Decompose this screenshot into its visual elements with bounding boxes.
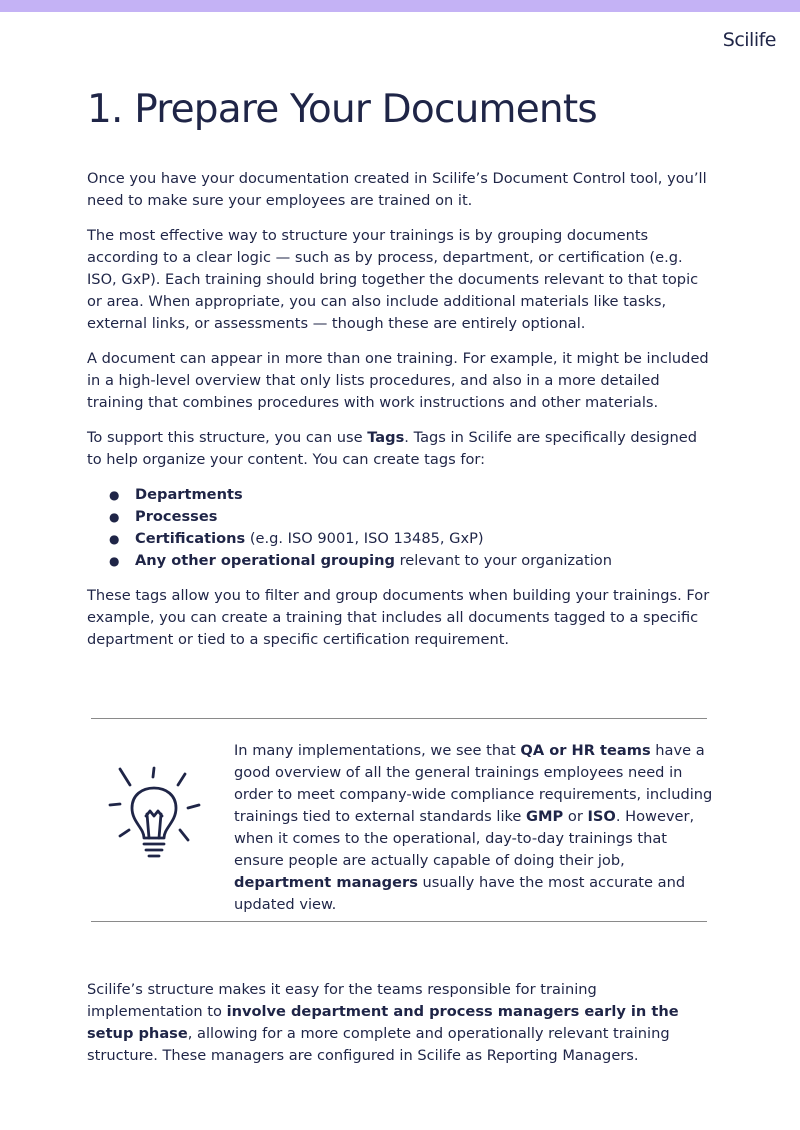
list-item-rest: relevant to your organization (394, 552, 612, 569)
list-item (87, 484, 715, 506)
closing-paragraph (87, 979, 715, 1067)
involve-managers-term: involve department and process managers early in the setup phase (87, 1003, 679, 1042)
iso-term: ISO (587, 808, 616, 825)
callout-text (234, 740, 714, 916)
after-list-paragraph: These tags allow you to filter and group documents when building your trainings. For example, you can create a training that includes all documents tagged to a specific department or tied to a specific certification requirement. (87, 587, 710, 648)
tags-term: Tags (367, 429, 405, 446)
department-managers-term: department managers (234, 874, 418, 891)
text-run: In many implementations, we see that (234, 742, 521, 759)
text-run: Scilife’s structure makes it easy for the teams responsible for training implementation to (87, 981, 597, 1020)
list-item (87, 506, 715, 528)
intro-paragraph-4 (87, 427, 715, 471)
closing-section (87, 979, 715, 1067)
text-run: To support this structure, you can use (87, 429, 368, 446)
intro-paragraph-1: Once you have your documentation created in Scilife’s Document Control tool, you’ll need to make sure your employees are trained on it. (87, 170, 707, 209)
list-item-bold: Processes (135, 508, 218, 525)
gmp-term: GMP (526, 808, 564, 825)
main-content (87, 168, 715, 664)
text-run: or (563, 808, 588, 825)
list-item (87, 528, 715, 550)
intro-paragraph-2: The most effective way to structure your trainings is by grouping documents according to a clear logic — such as by process, department, or certification (e.g. ISO, GxP). Each training should bring together the documents relevant to that topic or area. When appropriate, you can also include additional materials like tasks, external links, or assessments — though these are entirely optional. (87, 227, 699, 332)
text-run: have a good overview of all the general trainings employees need in order to meet company-wide compliance requirements, including trainings tied to external standards like (234, 742, 713, 825)
list-item-bold: Departments (135, 486, 243, 503)
scilife-logo: Scilife (722, 29, 776, 51)
list-item (87, 550, 715, 572)
intro-paragraph-3: A document can appear in more than one training. For example, it might be included in a high-level overview that only lists procedures, and also in a more detailed training that combines procedures with work instructions and other materials. (87, 350, 709, 411)
list-item-bold: Any other operational grouping (135, 552, 395, 569)
top-accent-band (0, 0, 800, 12)
callout-bottom-divider (91, 921, 707, 922)
qa-hr-teams-term: QA or HR teams (520, 742, 651, 759)
list-item-bold: Certifications (135, 530, 246, 547)
callout-paragraph (234, 740, 714, 916)
lightbulb-icon (104, 760, 208, 866)
text-run: usually have the most accurate and updated view. (234, 874, 686, 913)
text-run: , allowing for a more complete and operationally relevant training structure. These managers are configured in Scilife as Reporting Managers. (87, 1025, 670, 1064)
text-run: . However, when it comes to the operational, day-to-day trainings that ensure people are actually capable of doing their job, (234, 808, 695, 869)
callout-top-divider (91, 718, 707, 719)
list-item-rest: (e.g. ISO 9001, ISO 13485, GxP) (245, 530, 484, 547)
text-run: . Tags in Scilife are specifically designed to help organize your content. You can create tags for: (87, 429, 698, 468)
page-title: 1. Prepare Your Documents (87, 87, 597, 132)
tag-type-list (87, 484, 715, 572)
